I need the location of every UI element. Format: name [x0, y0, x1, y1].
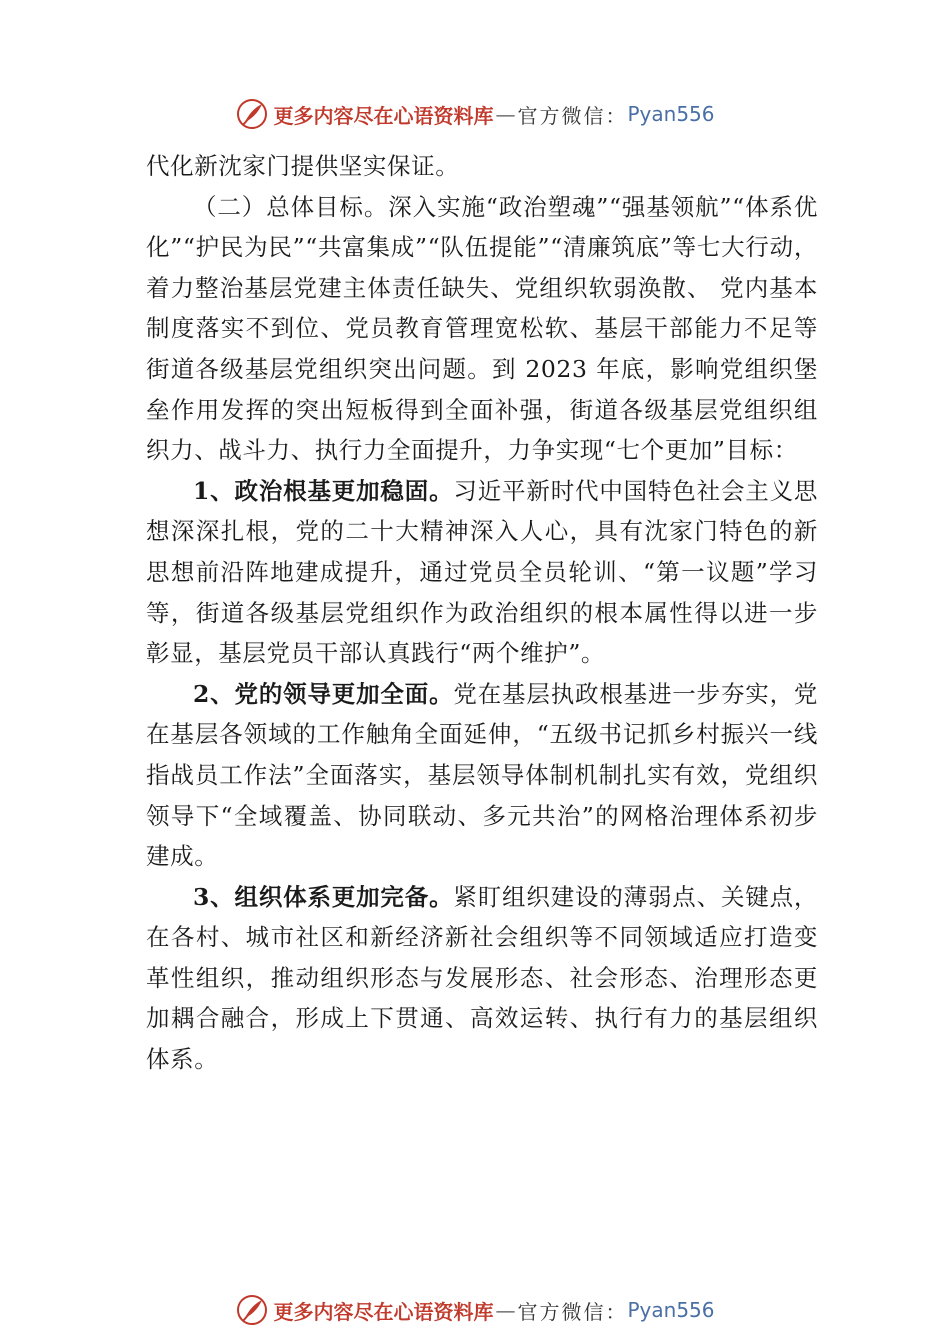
paragraph-heading: 1、政治根基更加稳固。: [193, 476, 454, 505]
paragraph-heading: 2、党的领导更加全面。: [193, 679, 454, 708]
watermark-library-text: 更多内容尽在心语资料库: [273, 1299, 494, 1324]
watermark-wechat-label: 官方微信：: [517, 103, 628, 128]
watermark-dash: —: [495, 102, 516, 126]
watermark-wechat-id: Pyan556: [627, 102, 715, 126]
feather-pen-seal-icon: [235, 97, 269, 131]
paragraph-overall-goal: [146, 187, 818, 471]
paragraph-heading: 3、组织体系更加完备。: [193, 882, 454, 911]
paragraph-goal-1: [146, 471, 818, 674]
paragraph-text: 代化新沈家门提供坚实保证。: [146, 152, 460, 180]
watermark-dash: —: [495, 1298, 516, 1322]
paragraph-continuation: [146, 146, 818, 187]
watermark-wechat-id: Pyan556: [627, 1298, 715, 1322]
paragraph-text: 习近平新时代中国特色社会主义思想深深扎根，党的二十大精神深入人心，具有沈家门特色的新思想前沿阵地建成提升，通过党员全员轮训、“第一议题”学习等，街道各级基层党组织作为政治组织的根本属性得以进一步彰显，基层党员干部认真践行“两个维护”。: [146, 476, 819, 668]
watermark-wechat-label: 官方微信：: [517, 1299, 628, 1324]
watermark-library-text: 更多内容尽在心语资料库: [273, 103, 494, 128]
document-body: [146, 146, 818, 1080]
header-watermark: [0, 94, 950, 134]
footer-watermark: [0, 1290, 950, 1330]
paragraph-goal-3: [146, 877, 818, 1080]
paragraph-text: 党在基层执政根基进一步夯实，党在基层各领域的工作触角全面延伸，“五级书记抓乡村振兴一线指战员工作法”全面落实，基层领导体制机制扎实有效，党组织领导下“全域覆盖、协同联动、多元共治”的网格治理体系初步建成。: [146, 679, 819, 871]
feather-pen-seal-icon: [235, 1293, 269, 1327]
paragraph-text: 紧盯组织建设的薄弱点、关键点，在各村、城市社区和新经济新社会组织等不同领域适应打造变革性组织，推动组织形态与发展形态、社会形态、治理形态更加耦合融合，形成上下贯通、高效运转、执行有力的基层组织体系。: [146, 882, 819, 1074]
paragraph-goal-2: [146, 674, 818, 877]
paragraph-text: （二）总体目标。深入实施“政治塑魂”“强基领航”“体系优化”“护民为民”“共富集成”“队伍提能”“清廉筑底”等七大行动，着力整治基层党建主体责任缺失、党组织软弱涣散、 党内基本制度落实不到位、党员教育管理宽松软、基层干部能力不足等街道各级基层党组织突出问题。到 2023 年底，影响党组织堡垒作用发挥的突出短板得到全面补强，街道各级基层党组织组织力、战斗力、执行力全面提升，力争实现“七个更加”目标：: [146, 192, 818, 465]
